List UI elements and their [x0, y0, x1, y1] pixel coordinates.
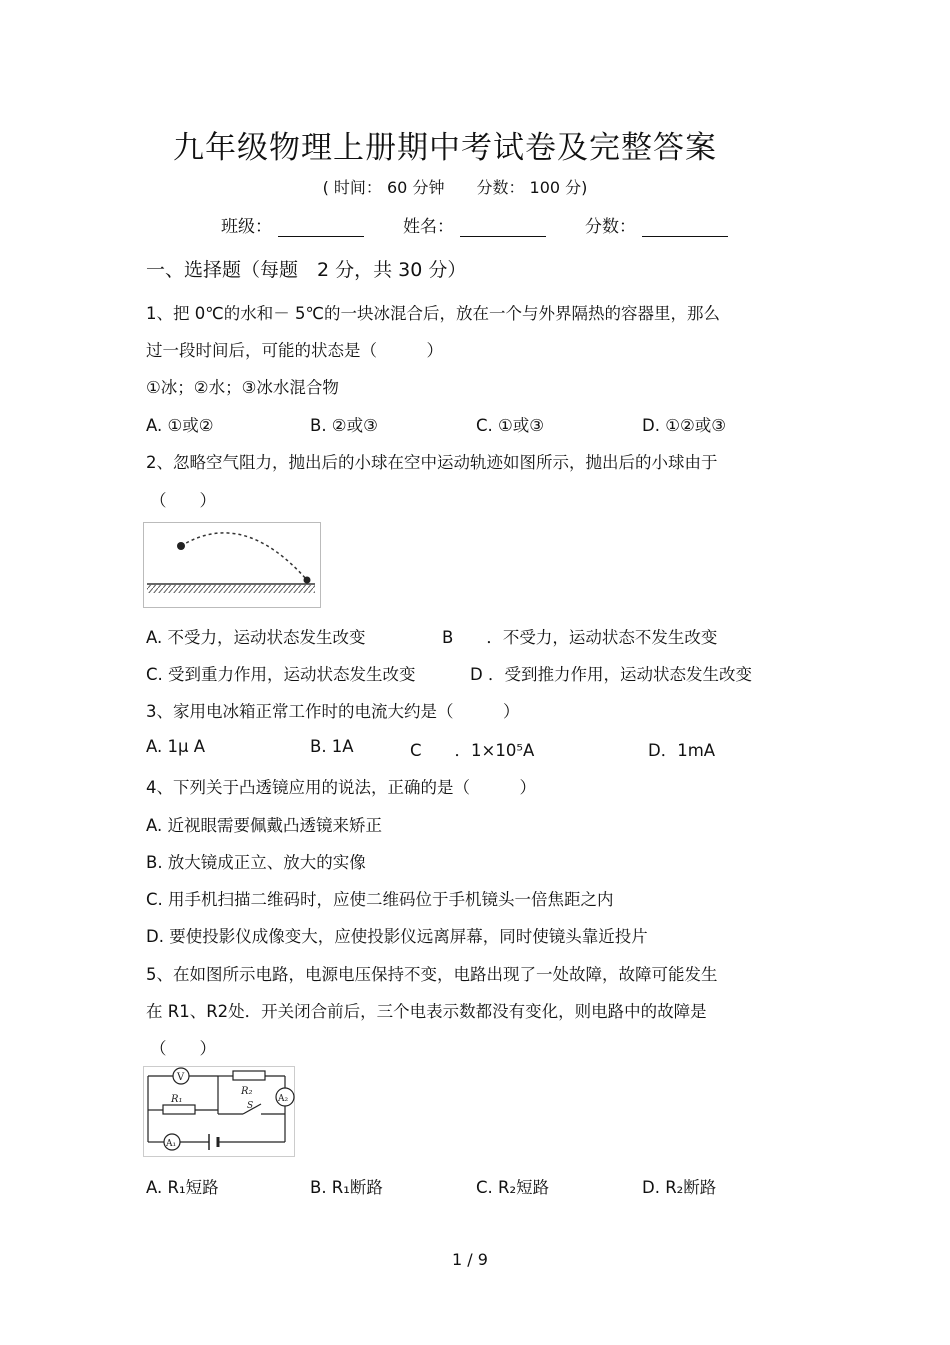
- q1-line2: 过一段时间后，可能的状态是（ ）: [146, 341, 443, 360]
- q1-option-d: D. ①②或③: [642, 416, 727, 435]
- circuit-diagram: [143, 1066, 295, 1157]
- name-blank: [460, 218, 546, 237]
- q2-option-b: B ．不受力，运动状态不发生改变: [442, 628, 718, 647]
- q5-line1: 5、在如图所示电路，电源电压保持不变，电路出现了一处故障，故障可能发生: [146, 965, 718, 984]
- q1-line3: ①冰；②水；③冰水混合物: [146, 378, 339, 397]
- exam-subtitle: ( 时间： 60 分钟 分数： 100 分): [322, 178, 588, 197]
- q3-option-d: D．1mA: [648, 741, 716, 760]
- q2-line2: （ ）: [150, 491, 216, 510]
- q5-option-a: A. R₁短路: [146, 1178, 219, 1197]
- score-blank: [642, 218, 728, 237]
- q1-line1: 1、把 0℃的水和－ 5℃的一块冰混合后，放在一个与外界隔热的容器里，那么: [146, 304, 721, 323]
- voltmeter-label: V: [177, 1072, 185, 1083]
- q5-line3: （ ）: [150, 1039, 216, 1058]
- r1-label: R₁: [171, 1094, 183, 1105]
- trajectory-figure: [143, 522, 321, 608]
- q2-option-d: D ．受到推力作用，运动状态发生改变: [470, 665, 752, 684]
- q4-option-b: B. 放大镜成正立、放大的实像: [146, 853, 366, 872]
- class-blank: [278, 218, 364, 237]
- class-field: [221, 212, 364, 237]
- page-number: 1 / 9: [452, 1250, 488, 1269]
- q5-line2: 在 R1、R2处．开关闭合前后，三个电表示数都没有变化，则电路中的故障是: [146, 1002, 707, 1021]
- ammeter1-label: A₁: [166, 1139, 177, 1149]
- q2-line1: 2、忽略空气阻力，抛出后的小球在空中运动轨迹如图所示，抛出后的小球由于: [146, 453, 718, 472]
- name-field: [403, 212, 546, 237]
- ammeter2-label: A₂: [278, 1094, 289, 1104]
- q2-option-a: A. 不受力，运动状态发生改变: [146, 628, 366, 647]
- q3-option-a: A. 1μ A: [146, 737, 206, 756]
- q5-option-d: D. R₂断路: [642, 1178, 717, 1197]
- q4-option-d: D. 要使投影仪成像变大，应使投影仪远离屏幕，同时使镜头靠近投片: [146, 927, 648, 946]
- section-heading: 一、选择题（每题 2 分，共 30 分）: [146, 259, 467, 281]
- score-field: [585, 212, 728, 237]
- q4-line1: 4、下列关于凸透镜应用的说法，正确的是（ ）: [146, 778, 536, 797]
- q1-option-a: A. ①或②: [146, 416, 214, 435]
- q3-option-b: B. 1A: [310, 737, 354, 756]
- q4-option-c: C. 用手机扫描二维码时，应使二维码位于手机镜头一倍焦距之内: [146, 890, 614, 909]
- q1-option-c: C. ①或③: [476, 416, 545, 435]
- q2-option-c: C. 受到重力作用，运动状态发生改变: [146, 665, 416, 684]
- ball-start: [177, 542, 185, 550]
- q3-option-c: C ．1×10⁵A: [410, 741, 535, 760]
- score-label: 分数：: [585, 217, 636, 237]
- q5-option-b: B. R₁断路: [310, 1178, 383, 1197]
- q3-line1: 3、家用电冰箱正常工作时的电流大约是（ ）: [146, 702, 520, 721]
- q5-option-c: C. R₂短路: [476, 1178, 550, 1197]
- page-title: 九年级物理上册期中考试卷及完整答案: [173, 130, 717, 166]
- class-label: 班级：: [221, 217, 272, 237]
- ball-end: [304, 577, 311, 584]
- switch-label: S: [247, 1101, 254, 1111]
- q4-option-a: A. 近视眼需要佩戴凸透镜来矫正: [146, 816, 382, 835]
- r2-label: R₂: [241, 1086, 253, 1097]
- name-label: 姓名：: [403, 217, 454, 237]
- q1-option-b: B. ②或③: [310, 416, 378, 435]
